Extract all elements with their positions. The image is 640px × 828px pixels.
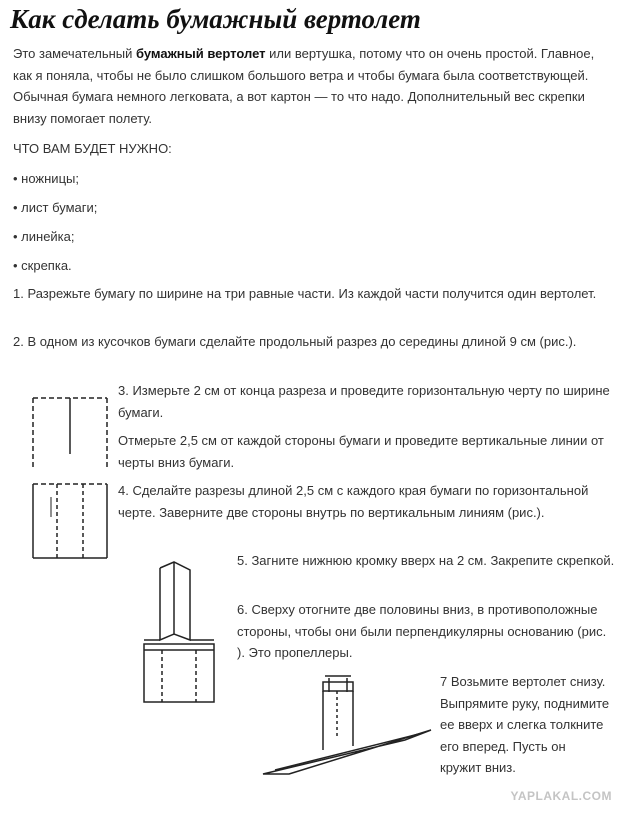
step-7: 7 Возьмите вертолет снизу. Выпрямите руку, поднимите ее вверх и слегка толкните его вперед. Пусть он кружит вниз. [440,674,610,775]
figure-folded-helicopter [138,560,224,710]
intro-text-start: Это замечательный [13,46,136,61]
watermark: YAPLAKAL.COM [510,789,612,803]
step-2: 2. В одном из кусочков бумаги сделайте продольный разрез до середины длиной 9 см (рис.). [13,334,577,349]
needs-heading: ЧТО ВАМ БУДЕТ НУЖНО: [13,141,172,156]
figure-finished-helicopter [255,668,435,782]
needs-item-paperclip: • скрепка. [13,258,72,273]
step-3-continued: Отмерьте 2,5 см от каждой стороны бумаги и проведите вертикальные линии от черты вниз бумаги. [118,433,604,470]
step-5: 5. Загните нижнюю кромку вверх на 2 см. Закрепите скрепкой. [237,553,615,568]
step-1: 1. Разрежьте бумагу по ширине на три равные части. Из каждой части получится один вертолет. [13,286,597,301]
step-6: 6. Сверху отогните две половины вниз, в противоположные стороны, чтобы они были перпендикулярны основанию (рис. ). Это пропеллеры. [237,602,607,660]
step-4: 4. Сделайте разрезы длиной 2,5 см с каждого края бумаги по горизонтальной черте. Заверните две стороны внутрь по вертикальным линиям (рис.). [118,483,589,520]
intro-paragraph [13,43,613,129]
step-3: 3. Измерьте 2 см от конца разреза и проведите горизонтальную черту по ширине бумаги. [118,383,610,420]
needs-item-ruler: • линейка; [13,229,75,244]
needs-item-paper: • лист бумаги; [13,200,98,215]
intro-text-end: или вертушка, потому что он очень простой. Главное, как я поняла, чтобы не было слишком большого ветра и чтобы бумага была соответствующей. Обычная бумага немного легковата, а вот картон — то что надо. Дополнительный вес скрепки внизу помогает полету. [13,46,595,126]
intro-bold-text: бумажный вертолет [136,46,266,61]
figure-cut-paper-strip [25,392,115,564]
page-title: Как сделать бумажный вертолет [10,4,421,34]
needs-item-scissors: • ножницы; [13,171,79,186]
